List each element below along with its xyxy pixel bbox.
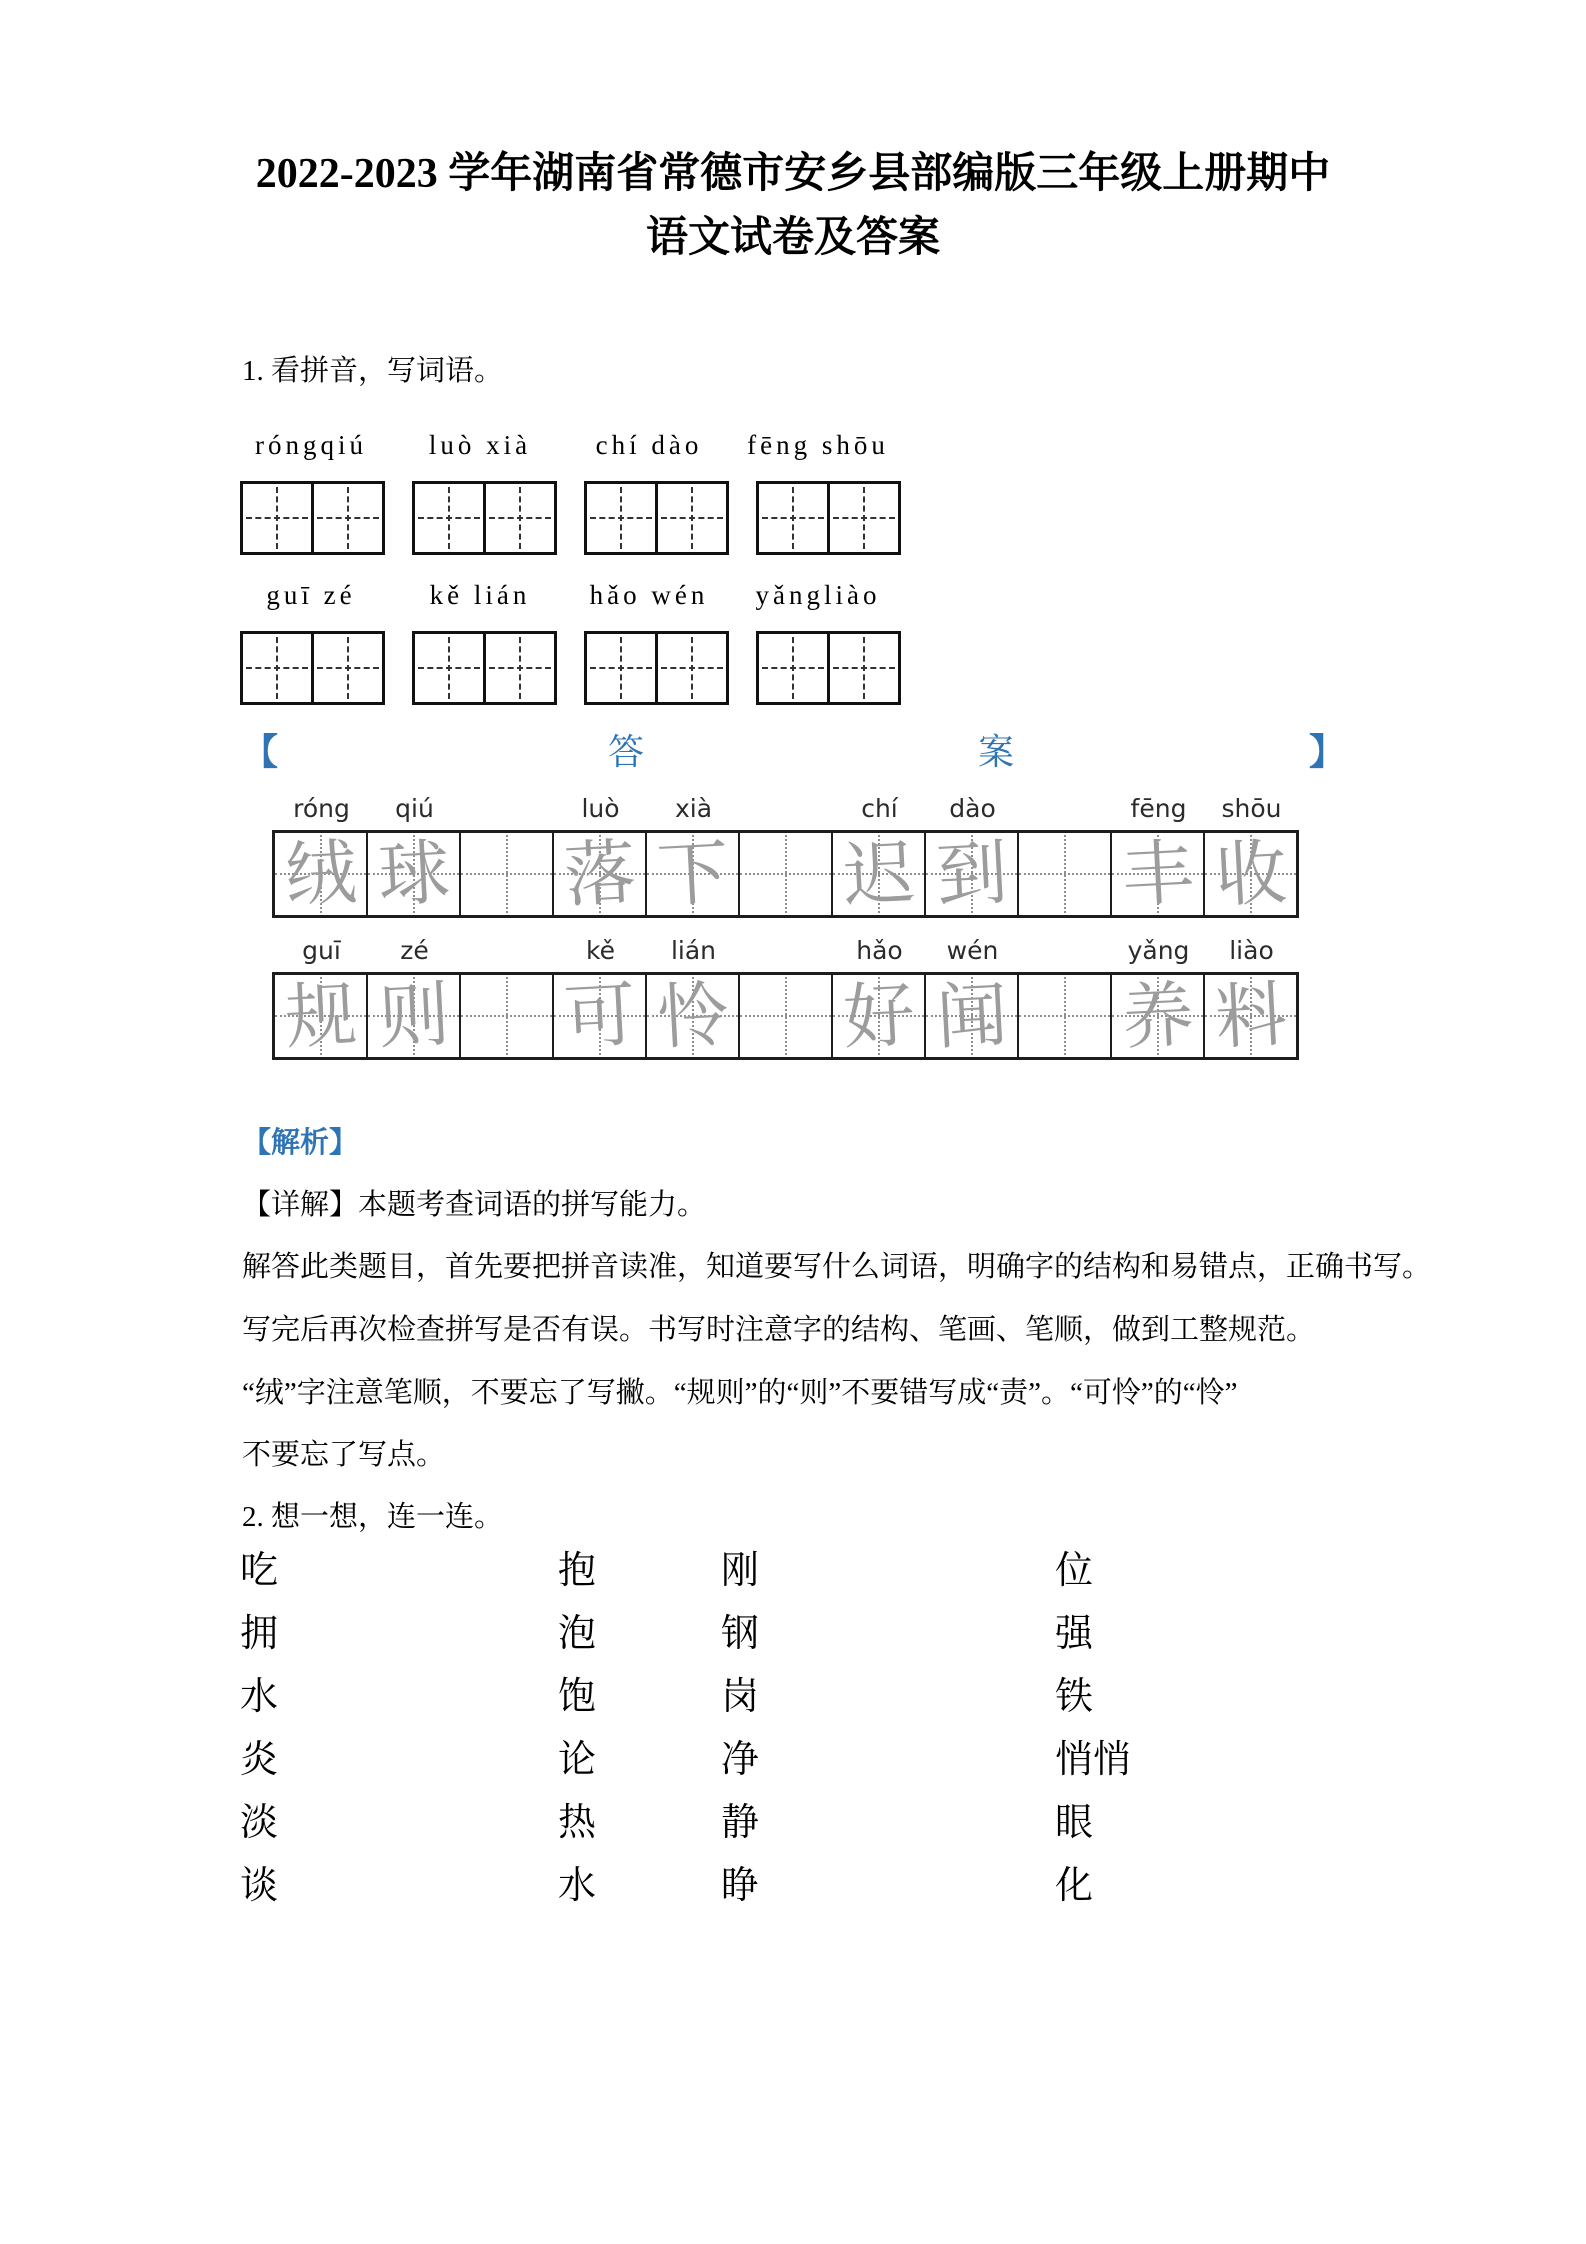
answer-pinyin-strip-1 (275, 794, 1299, 830)
match-column-4 (1055, 1540, 1131, 1918)
answer-cell (275, 830, 366, 918)
answer-cell (831, 830, 924, 918)
pinyin-row-1 (240, 430, 889, 461)
answer-cell (738, 833, 831, 915)
match-char: 论 (558, 1739, 597, 1781)
pinyin-word: chí dào (595, 430, 703, 460)
tian-cell (827, 634, 898, 702)
answer-cell (552, 830, 645, 918)
answer-pinyin: liào (1229, 936, 1274, 965)
handwritten-char: 丰 (1119, 830, 1196, 918)
answer-cell (1110, 830, 1203, 918)
writing-box-group (240, 631, 385, 705)
match-char: 铁 (1055, 1676, 1094, 1718)
writing-box-group (584, 481, 729, 555)
answer-cell (924, 830, 1017, 918)
page-title-line2: 语文试卷及答案 (645, 215, 940, 261)
answer-pinyin: yǎng (1127, 936, 1190, 965)
match-char: 悄悄 (1055, 1739, 1132, 1781)
answer-pinyin: chí (861, 794, 898, 823)
answer-grid-row-1 (272, 830, 1299, 918)
match-char: 淡 (240, 1802, 279, 1844)
match-char: 抱 (558, 1550, 597, 1592)
handwritten-char: 规 (282, 972, 359, 1060)
handwritten-char: 可 (561, 972, 638, 1060)
tian-cell (483, 484, 554, 552)
match-char: 岗 (721, 1676, 760, 1718)
match-char: 净 (721, 1739, 760, 1781)
answer-cell (924, 972, 1017, 1060)
match-char: 睁 (721, 1865, 760, 1907)
tian-cell (243, 484, 311, 552)
tian-cell (243, 634, 311, 702)
answer-cell (275, 972, 366, 1060)
answer-pinyin: lián (670, 936, 717, 965)
match-char: 饱 (558, 1676, 597, 1718)
answer-cell (459, 833, 552, 915)
answer-cell (1017, 975, 1110, 1057)
answer-grid-row-2 (272, 972, 1299, 1060)
writing-box-group (412, 481, 557, 555)
match-char: 位 (1055, 1550, 1094, 1592)
writing-boxes-row-1 (240, 481, 901, 555)
writing-box-group (412, 631, 557, 705)
handwritten-char: 绒 (282, 830, 359, 918)
match-column-3 (721, 1540, 759, 1918)
answer-pinyin (1019, 936, 1112, 972)
answer-banner-char-right: 案 (978, 732, 1015, 772)
writing-boxes-row-2 (240, 631, 901, 705)
pinyin-word: kě lián (429, 580, 531, 610)
question1-label: 1. 看拼音，写词语。 (242, 355, 504, 387)
tian-cell (655, 634, 726, 702)
tian-cell (415, 634, 483, 702)
answer-pinyin (740, 794, 833, 830)
match-char: 吃 (240, 1550, 279, 1592)
answer-cell (645, 972, 738, 1060)
answer-pinyin: dào (949, 794, 996, 823)
answer-pinyin (461, 936, 554, 972)
tian-cell (311, 484, 382, 552)
answer-cell (459, 975, 552, 1057)
pinyin-word: fēng shōu (747, 430, 889, 460)
answer-pinyin: wén (946, 936, 999, 965)
answer-cell (1110, 972, 1203, 1060)
answer-cell (1203, 830, 1296, 918)
answer-pinyin: zé (400, 936, 429, 965)
tian-cell (415, 484, 483, 552)
answer-pinyin: qiú (395, 794, 434, 823)
tian-cell (483, 634, 554, 702)
handwritten-char: 收 (1212, 830, 1289, 918)
analysis-paragraph-2: 解答此类题目，首先要把拼音读准，知道要写什么词语，明确字的结构和易错点，正确书写。 (242, 1251, 1432, 1283)
pinyin-word: róngqiú (255, 430, 367, 460)
answer-handwriting-image (272, 794, 1299, 1060)
match-char: 水 (558, 1865, 597, 1907)
answer-banner-bracket-open: 【 (242, 732, 279, 772)
tian-cell (827, 484, 898, 552)
analysis-paragraph-4: “绒”字注意笔顺，不要忘了写撇。“规则”的“则”不要错写成“责”。“可怜”的“怜” (242, 1377, 1238, 1409)
match-char: 拥 (240, 1613, 279, 1655)
answer-cell (366, 830, 459, 918)
answer-pinyin (1019, 794, 1112, 830)
analysis-paragraph-3: 写完后再次检查拼写是否有误。书写时注意字的结构、笔画、笔顺，做到工整规范。 (242, 1314, 1316, 1346)
pinyin-row-2 (240, 580, 889, 611)
writing-box-group (240, 481, 385, 555)
match-char: 钢 (721, 1613, 760, 1655)
match-char: 眼 (1055, 1802, 1094, 1844)
answer-pinyin (740, 936, 833, 972)
answer-pinyin: fēng (1130, 794, 1187, 823)
analysis-paragraph-1: 【详解】本题考查词语的拼写能力。 (242, 1189, 707, 1221)
handwritten-char: 料 (1212, 972, 1289, 1060)
handwritten-char: 好 (840, 972, 917, 1060)
match-char: 静 (721, 1802, 760, 1844)
match-char: 刚 (721, 1550, 760, 1592)
pinyin-word: hǎo wén (589, 580, 709, 610)
pinyin-word: guī zé (266, 580, 356, 610)
answer-banner-char-left: 答 (608, 732, 645, 772)
analysis-label: 【解析】 (242, 1127, 359, 1159)
tian-cell (587, 484, 655, 552)
answer-pinyin: róng (293, 794, 350, 823)
writing-box-group (756, 631, 901, 705)
match-char: 热 (558, 1802, 597, 1844)
match-char: 化 (1055, 1865, 1094, 1907)
tian-cell (759, 484, 827, 552)
handwritten-char: 球 (375, 830, 452, 918)
answer-pinyin: shōu (1221, 794, 1282, 823)
tian-cell (587, 634, 655, 702)
handwritten-char: 落 (561, 830, 638, 918)
answer-cell (1203, 972, 1296, 1060)
answer-banner-bracket-close: 】 (1308, 732, 1345, 772)
answer-pinyin (461, 794, 554, 830)
handwritten-char: 怜 (654, 972, 731, 1060)
analysis-paragraph-5: 不要忘了写点。 (242, 1439, 446, 1471)
match-char: 泡 (558, 1613, 597, 1655)
pinyin-word: luò xià (428, 430, 532, 460)
handwritten-char: 到 (933, 830, 1010, 918)
tian-cell (311, 634, 382, 702)
handwritten-char: 下 (654, 830, 731, 918)
answer-cell (645, 830, 738, 918)
match-char: 强 (1055, 1613, 1094, 1655)
tian-cell (655, 484, 726, 552)
answer-cell (1017, 833, 1110, 915)
answer-cell (738, 975, 831, 1057)
handwritten-char: 迟 (840, 830, 917, 918)
match-char: 水 (240, 1676, 279, 1718)
answer-pinyin: xià (674, 794, 713, 823)
answer-pinyin: guī (302, 936, 341, 965)
answer-banner (240, 724, 1345, 772)
page-title (90, 142, 1496, 270)
question2-label: 2. 想一想，连一连。 (242, 1501, 504, 1533)
tian-cell (759, 634, 827, 702)
answer-cell (552, 972, 645, 1060)
handwritten-char: 则 (375, 972, 452, 1060)
handwritten-char: 闻 (933, 972, 1010, 1060)
writing-box-group (584, 631, 729, 705)
match-char: 谈 (240, 1865, 279, 1907)
handwritten-char: 养 (1119, 972, 1196, 1060)
pinyin-word: yǎngliào (755, 580, 881, 610)
answer-pinyin: luò (581, 794, 620, 823)
answer-cell (366, 972, 459, 1060)
match-column-2 (558, 1540, 596, 1918)
answer-cell (831, 972, 924, 1060)
answer-pinyin-strip-2 (275, 936, 1299, 972)
writing-box-group (756, 481, 901, 555)
page-title-line1: 2022-2023 学年湖南省常德市安乡县部编版三年级上册期中 (255, 151, 1331, 197)
match-column-1 (240, 1540, 278, 1918)
answer-pinyin: kě (586, 936, 615, 965)
answer-pinyin: hǎo (856, 936, 903, 965)
match-char: 炎 (240, 1739, 279, 1781)
